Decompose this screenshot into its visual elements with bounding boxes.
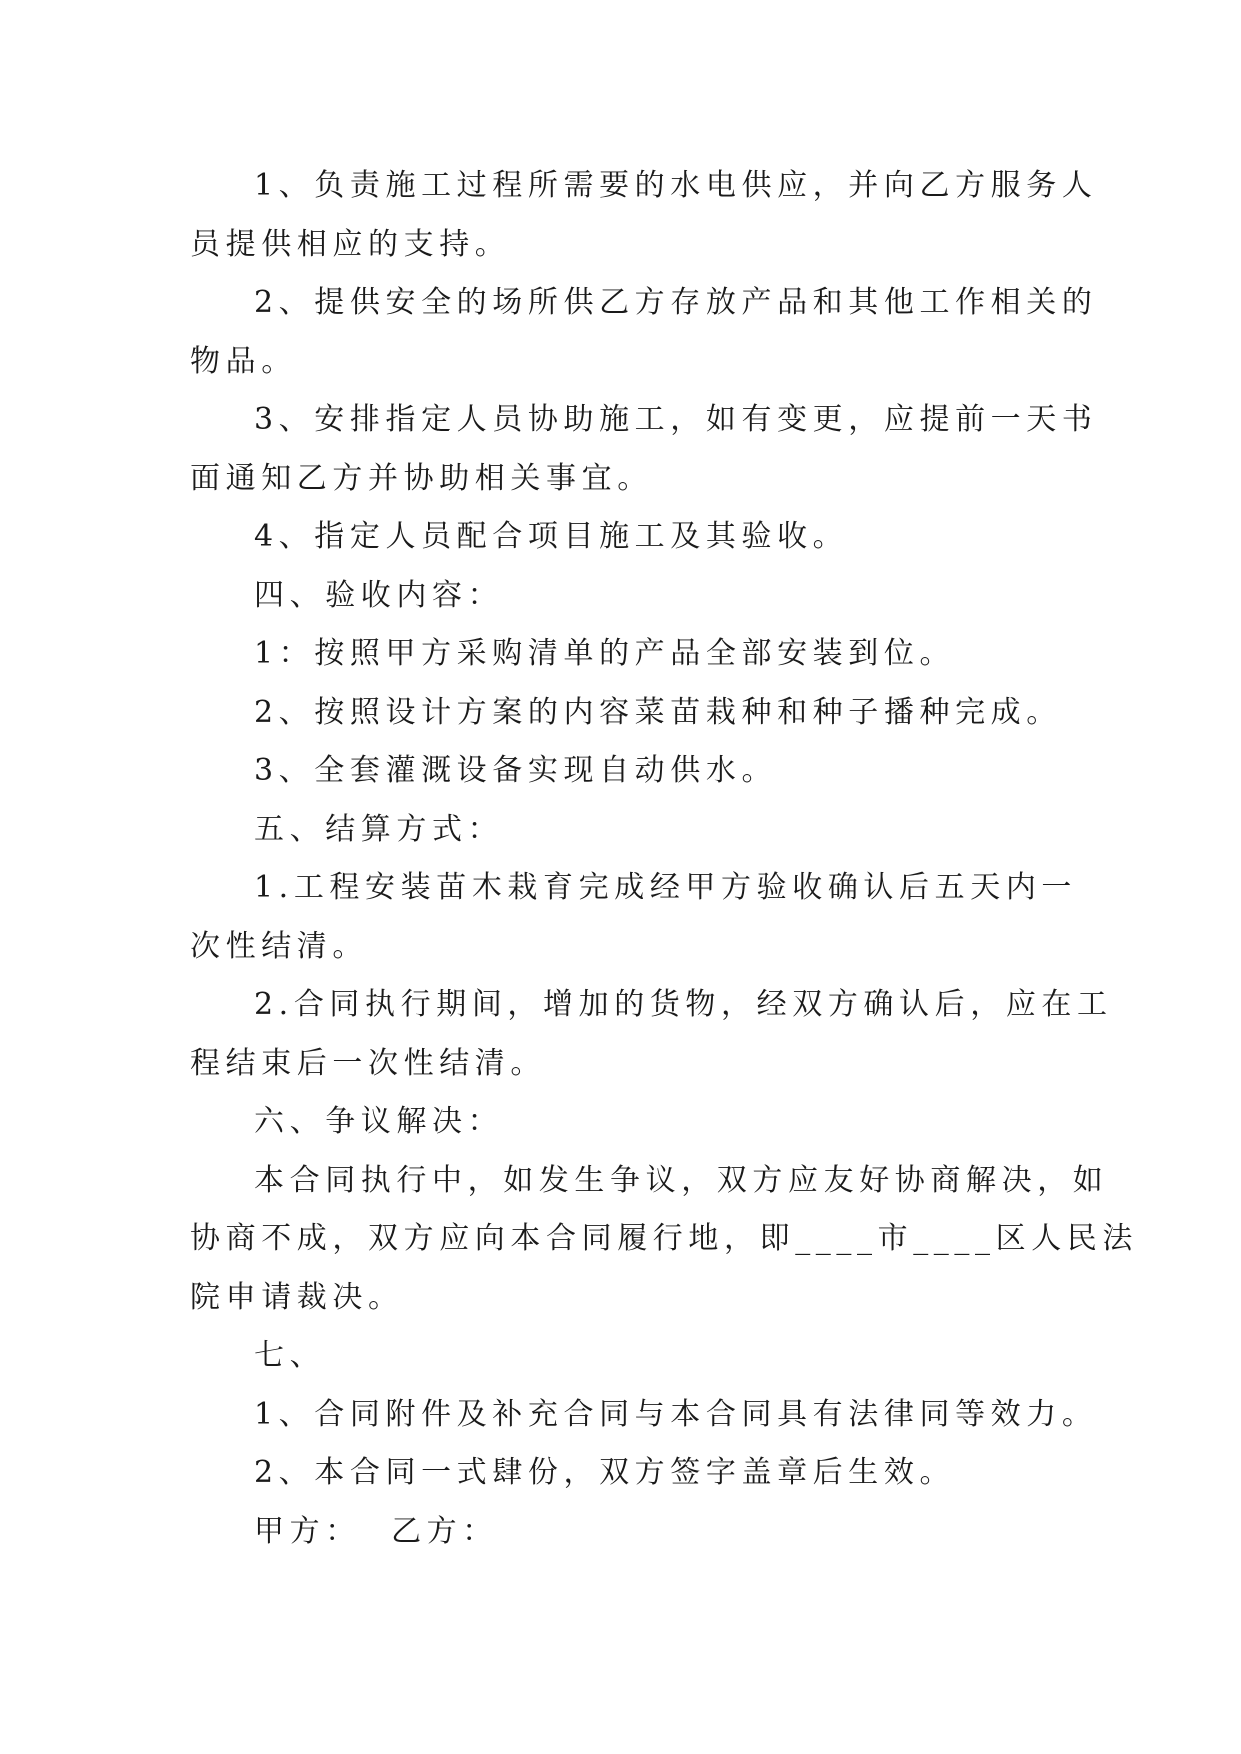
section-heading: 四、验收内容： <box>254 577 504 613</box>
text-line: 协商不成，双方应向本合同履行地，即____市____区人民法 <box>190 1221 1138 1256</box>
text-line: 3、安排指定人员协助施工，如有变更，应提前一天书 <box>254 402 1098 437</box>
text-line: 程结束后一次性结清。 <box>190 1045 546 1081</box>
text-line: 1、负责施工过程所需要的水电供应，并向乙方服务人 <box>254 168 1098 203</box>
text-line: 2、按照设计方案的内容菜苗栽种和种子播种完成。 <box>254 694 1062 730</box>
section-heading: 六、争议解决： <box>254 1104 504 1139</box>
text-line: 员提供相应的支持。 <box>190 226 511 262</box>
text-line: 2、提供安全的场所供乙方存放产品和其他工作相关的 <box>254 285 1098 320</box>
text-line: 2、本合同一式肆份，双方签字盖章后生效。 <box>254 1455 956 1490</box>
text-line: 4、指定人员配合项目施工及其验收。 <box>254 519 849 554</box>
text-line: 2.合同执行期间，增加的货物，经双方确认后，应在工 <box>254 987 1113 1022</box>
signature-line: 甲方： 乙方： <box>254 1513 498 1549</box>
text-line: 1：按照甲方采购清单的产品全部安装到位。 <box>254 636 956 671</box>
section-heading: 七、 <box>254 1338 326 1373</box>
text-line: 1、合同附件及补充合同与本合同具有法律同等效力。 <box>254 1396 1098 1432</box>
text-line: 物品。 <box>190 343 297 379</box>
document-body <box>190 157 1138 1561</box>
text-line: 面通知乙方并协助相关事宜。 <box>190 460 653 496</box>
text-line: 3、全套灌溉设备实现自动供水。 <box>254 753 778 788</box>
text-line: 院申请裁决。 <box>190 1279 404 1315</box>
text-line: 1.工程安装苗木栽育完成经甲方验收确认后五天内一 <box>254 870 1078 905</box>
text-line: 本合同执行中，如发生争议，双方应友好协商解决，如 <box>254 1162 1109 1198</box>
text-line: 次性结清。 <box>190 928 368 964</box>
section-heading: 五、结算方式： <box>254 811 504 847</box>
